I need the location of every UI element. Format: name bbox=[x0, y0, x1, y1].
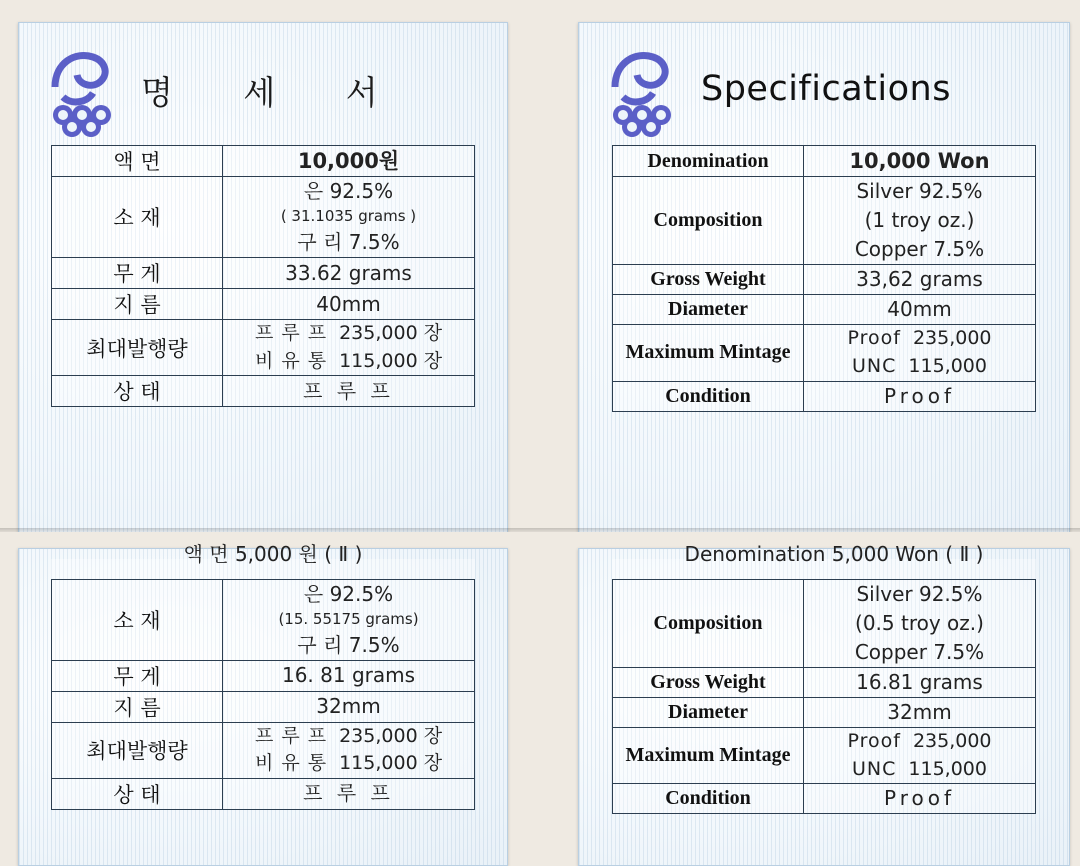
composition-line-2: ( 31.1035 grams ) bbox=[280, 207, 417, 226]
table-row bbox=[52, 177, 475, 258]
certificate-panel-bottom-left bbox=[18, 542, 508, 866]
row-value-maximum-mintage bbox=[223, 320, 475, 376]
row-value-gross-weight: 33,62 grams bbox=[804, 265, 1036, 295]
mintage-unc-value: 115,000 장 bbox=[339, 752, 443, 775]
composition-line-2: (0.5 troy oz.) bbox=[855, 611, 984, 635]
mintage-unc-label: UNC bbox=[852, 354, 897, 377]
row-value-condition: Proof bbox=[804, 784, 1036, 814]
table-row-clipped bbox=[52, 559, 475, 580]
mintage-proof-value: 235,000 장 bbox=[339, 322, 443, 345]
spec-table-english-10000 bbox=[612, 145, 1036, 412]
composition-line-1: 은 92.5% bbox=[303, 179, 394, 204]
certificate-panel-top-left bbox=[18, 22, 508, 534]
mintage-unc-label: 비 유 통 bbox=[254, 752, 328, 775]
spec-table-korean-5000 bbox=[51, 542, 475, 810]
composition-line-3: Copper 7.5% bbox=[854, 237, 985, 262]
row-label-diameter: 지 름 bbox=[52, 289, 223, 320]
row-value-diameter: 40mm bbox=[804, 295, 1036, 325]
row-value-diameter: 32mm bbox=[804, 698, 1036, 728]
table-row bbox=[613, 580, 1036, 668]
row-value-diameter: 32mm bbox=[223, 691, 475, 722]
table-row bbox=[613, 784, 1036, 814]
composition-line-3: 구 리 7.5% bbox=[297, 230, 400, 255]
row-label-composition: 소 재 bbox=[52, 580, 223, 661]
row-value-composition bbox=[804, 177, 1036, 265]
row-value-denomination: 10,000원 bbox=[223, 146, 475, 177]
mintage-proof-value: 235,000 bbox=[912, 730, 992, 752]
clipped-denomination-row: 액 면 5,000 원 ( Ⅱ ) bbox=[183, 542, 363, 566]
seoul-olympics-logo-icon bbox=[41, 41, 123, 133]
table-row bbox=[52, 778, 475, 809]
mintage-proof-value: 235,000 장 bbox=[339, 724, 443, 747]
row-value-gross-weight: 16. 81 grams bbox=[223, 660, 475, 691]
mintage-unc-value: 115,000 bbox=[908, 757, 987, 780]
composition-line-1: Silver 92.5% bbox=[856, 179, 983, 204]
table-row bbox=[52, 722, 475, 778]
row-value-composition bbox=[223, 580, 475, 661]
table-row bbox=[613, 668, 1036, 698]
row-label-composition: 소 재 bbox=[52, 177, 223, 258]
row-value-condition: 프 루 프 bbox=[223, 376, 475, 407]
table-row bbox=[52, 320, 475, 376]
mintage-unc-value: 115,000 bbox=[908, 354, 987, 377]
row-label-condition: 상 태 bbox=[52, 376, 223, 407]
spec-table-korean-10000 bbox=[51, 145, 475, 407]
row-label-denomination: Denomination bbox=[613, 146, 804, 177]
mintage-unc-label: UNC bbox=[852, 757, 897, 780]
row-value-composition bbox=[804, 580, 1036, 668]
row-value-gross-weight: 16.81 grams bbox=[804, 668, 1036, 698]
table-row bbox=[613, 381, 1036, 411]
table-row bbox=[613, 325, 1036, 381]
composition-line-3: 구 리 7.5% bbox=[297, 632, 400, 657]
composition-line-2: (1 troy oz.) bbox=[864, 208, 975, 233]
table-row bbox=[613, 146, 1036, 177]
row-label-denomination: 액 면 bbox=[52, 146, 223, 177]
row-label-gross-weight: Gross Weight bbox=[613, 265, 804, 295]
table-row bbox=[52, 376, 475, 407]
row-value-condition: Proof bbox=[804, 381, 1036, 411]
mintage-unc-label: 비 유 통 bbox=[254, 349, 328, 372]
table-row bbox=[52, 660, 475, 691]
table-row bbox=[613, 265, 1036, 295]
row-label-maximum-mintage: Maximum Mintage bbox=[613, 728, 804, 784]
spec-table-english-5000 bbox=[612, 542, 1036, 814]
table-row bbox=[613, 698, 1036, 728]
page-title-korean: 명 세 서 bbox=[141, 72, 408, 112]
mintage-proof-label: 프 루 프 bbox=[254, 724, 328, 747]
row-value-gross-weight: 33.62 grams bbox=[223, 258, 475, 289]
table-row bbox=[52, 691, 475, 722]
table-row bbox=[613, 177, 1036, 265]
panel-header-korean bbox=[19, 23, 507, 139]
row-label-condition: Condition bbox=[613, 784, 804, 814]
clipped-denomination-row: Denomination 5,000 Won ( Ⅱ ) bbox=[684, 542, 984, 566]
row-label-maximum-mintage: 최대발행량 bbox=[52, 320, 223, 376]
composition-line-1: Silver 92.5% bbox=[856, 582, 983, 606]
row-value-denomination: 10,000 Won bbox=[804, 146, 1036, 177]
row-label-diameter: 지 름 bbox=[52, 691, 223, 722]
row-label-composition: Composition bbox=[613, 580, 804, 668]
page-title-english: Specifications bbox=[701, 69, 951, 109]
row-label-gross-weight: 무 게 bbox=[52, 258, 223, 289]
row-label-condition: Condition bbox=[613, 381, 804, 411]
row-label-diameter: Diameter bbox=[613, 295, 804, 325]
table-row bbox=[52, 146, 475, 177]
mintage-proof-label: Proof bbox=[847, 730, 901, 752]
row-value-composition bbox=[223, 177, 475, 258]
row-label-diameter: Diameter bbox=[613, 698, 804, 728]
seoul-olympics-logo-icon bbox=[601, 41, 683, 133]
mintage-proof-value: 235,000 bbox=[912, 327, 992, 350]
row-value-maximum-mintage bbox=[804, 325, 1036, 381]
row-label-composition: Composition bbox=[613, 177, 804, 265]
row-value-maximum-mintage bbox=[223, 722, 475, 778]
row-label-maximum-mintage: 최대발행량 bbox=[52, 722, 223, 778]
row-value-maximum-mintage bbox=[804, 728, 1036, 784]
row-label-gross-weight: Gross Weight bbox=[613, 668, 804, 698]
certificate-panel-bottom-right bbox=[578, 542, 1070, 866]
mintage-proof-label: Proof bbox=[847, 327, 901, 350]
composition-line-1: 은 92.5% bbox=[303, 582, 394, 606]
table-row-clipped bbox=[613, 559, 1036, 580]
table-row bbox=[613, 728, 1036, 784]
composition-line-3: Copper 7.5% bbox=[854, 640, 985, 664]
composition-line-2: (15. 55175 grams) bbox=[278, 610, 419, 628]
row-value-diameter: 40mm bbox=[223, 289, 475, 320]
table-row bbox=[52, 580, 475, 661]
certificate-panel-top-right bbox=[578, 22, 1070, 534]
row-value-condition: 프 루 프 bbox=[223, 778, 475, 809]
row-label-condition: 상 태 bbox=[52, 778, 223, 809]
mintage-proof-label: 프 루 프 bbox=[254, 322, 328, 345]
row-label-maximum-mintage: Maximum Mintage bbox=[613, 325, 804, 381]
mintage-unc-value: 115,000 장 bbox=[339, 349, 443, 372]
table-row bbox=[52, 289, 475, 320]
table-row bbox=[52, 258, 475, 289]
panel-header-english bbox=[579, 23, 1069, 139]
row-label-gross-weight: 무 게 bbox=[52, 660, 223, 691]
table-row bbox=[613, 295, 1036, 325]
